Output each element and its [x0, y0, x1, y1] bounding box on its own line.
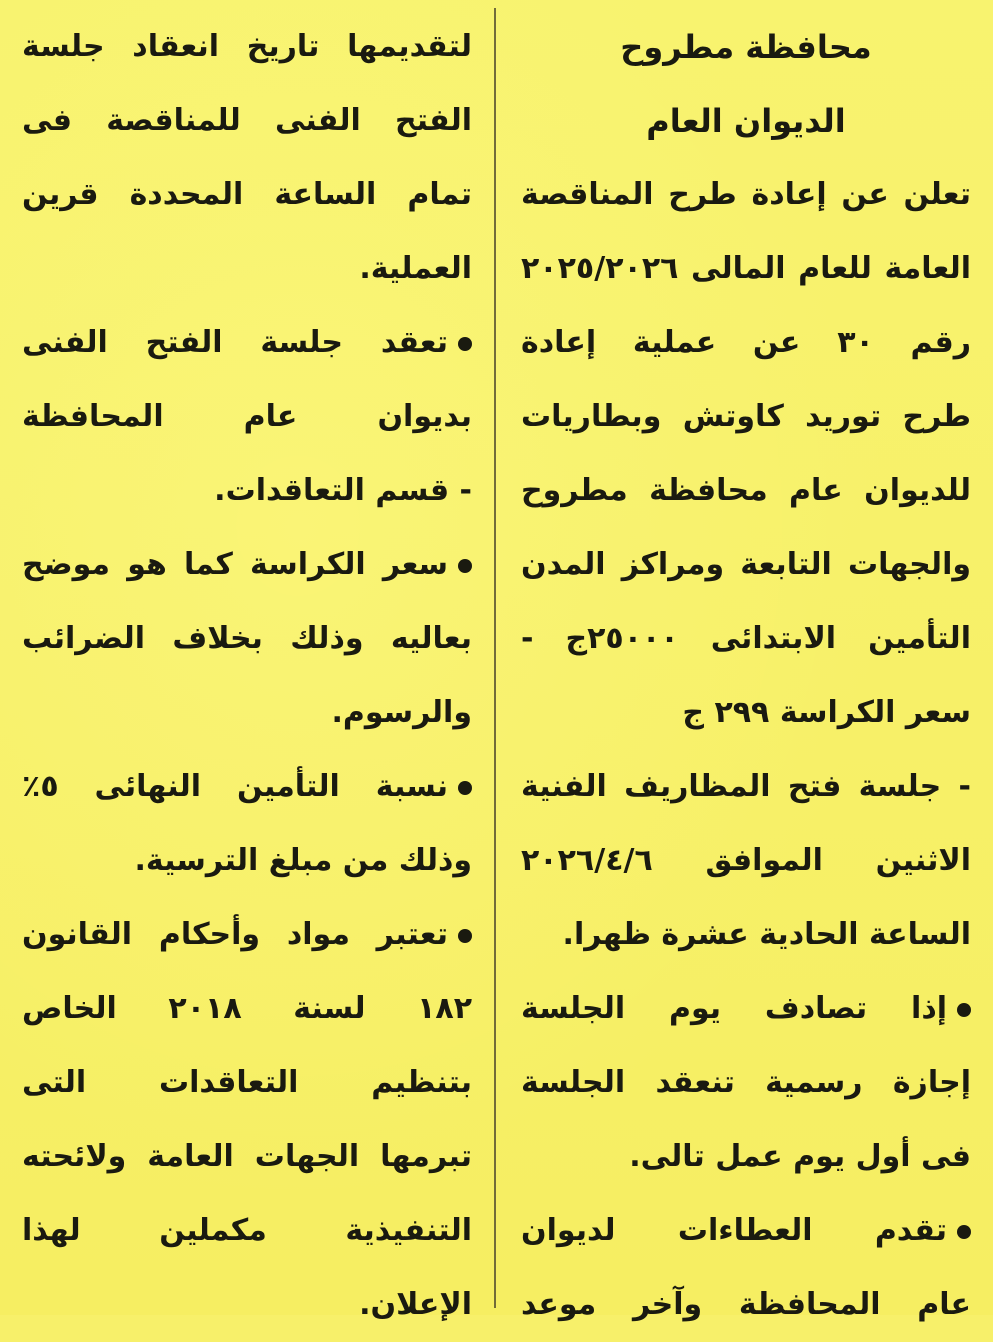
bullet-line: [22, 528, 472, 602]
announcement-title: محافظة مطروح: [620, 28, 872, 66]
text-line: العملية.: [359, 251, 472, 286]
text-line: التأمين الابتدائى ٢٥٠٠٠ج -: [521, 621, 971, 656]
text-line: - جلسة فتح المظاريف الفنية: [521, 769, 971, 804]
text-line: سعر الكراسة ٢٩٩ ج: [682, 695, 971, 730]
announcement-subtitle: الديوان العام: [646, 102, 846, 140]
text-line: والجهات التابعة ومراكز المدن: [521, 547, 971, 582]
text-line: تمام الساعة المحددة قرين: [22, 177, 472, 212]
column-divider: [494, 8, 496, 1308]
text-line: الاثنين الموافق ٢٠٢٦/٤/٦: [521, 843, 971, 878]
text-line: بعاليه وذلك بخلاف الضرائب: [22, 621, 472, 656]
bullet-line: [521, 972, 971, 1046]
text-line: رقم ٣٠ عن عملية إعادة: [521, 325, 971, 360]
bullet-line: [521, 1194, 971, 1268]
bullet-icon: [458, 929, 472, 943]
text-line: - قسم التعاقدات.: [214, 473, 472, 508]
bullet-line: [22, 750, 472, 824]
bullet-text: تقدم العطاءات لديوان: [521, 1213, 947, 1248]
text-line: لتقديمها تاريخ انعقاد جلسة: [22, 29, 472, 64]
text-line: تعلن عن إعادة طرح المناقصة: [521, 177, 971, 212]
text-line: إجازة رسمية تنعقد الجلسة: [521, 1065, 971, 1100]
text-line: بديوان عام المحافظة: [22, 399, 472, 434]
bullet-text: إذا تصادف يوم الجلسة: [521, 991, 947, 1026]
bullet-text: نسبة التأمين النهائى ٥٪: [22, 769, 448, 804]
text-line: للديوان عام محافظة مطروح: [521, 473, 971, 508]
text-line: فى أول يوم عمل تالى.: [629, 1139, 971, 1174]
text-line: العامة للعام المالى ٢٠٢٥/٢٠٢٦: [521, 251, 971, 286]
bullet-icon: [458, 337, 472, 351]
text-line: الإعلان.: [359, 1287, 472, 1322]
bullet-line: [22, 898, 472, 972]
text-line: عام المحافظة وآخر موعد: [521, 1287, 971, 1322]
left-column: [22, 10, 472, 1342]
bullet-icon: [458, 781, 472, 795]
text-line: الساعة الحادية عشرة ظهرا.: [562, 917, 971, 952]
text-line: الفتح الفنى للمناقصة فى: [22, 103, 472, 138]
bullet-text: سعر الكراسة كما هو موضح: [22, 547, 448, 582]
bullet-icon: [458, 559, 472, 573]
text-line: التنفيذية مكملين لهذا: [22, 1213, 472, 1248]
right-column: [521, 10, 971, 1342]
bullet-text: تعتبر مواد وأحكام القانون: [22, 917, 448, 952]
bullet-icon: [957, 1225, 971, 1239]
bullet-icon: [957, 1003, 971, 1017]
bullet-text: تعقد جلسة الفتح الفنى: [22, 325, 448, 360]
text-line: تبرمها الجهات العامة ولائحته: [22, 1139, 472, 1174]
text-line: بتنظيم التعاقدات التى: [22, 1065, 472, 1100]
text-line: ١٨٢ لسنة ٢٠١٨ الخاص: [22, 991, 472, 1026]
text-line: والرسوم.: [331, 695, 472, 730]
text-line: طرح توريد كاوتش وبطاريات: [521, 399, 971, 434]
text-line: وذلك من مبلغ الترسية.: [134, 843, 472, 878]
bullet-line: [22, 306, 472, 380]
